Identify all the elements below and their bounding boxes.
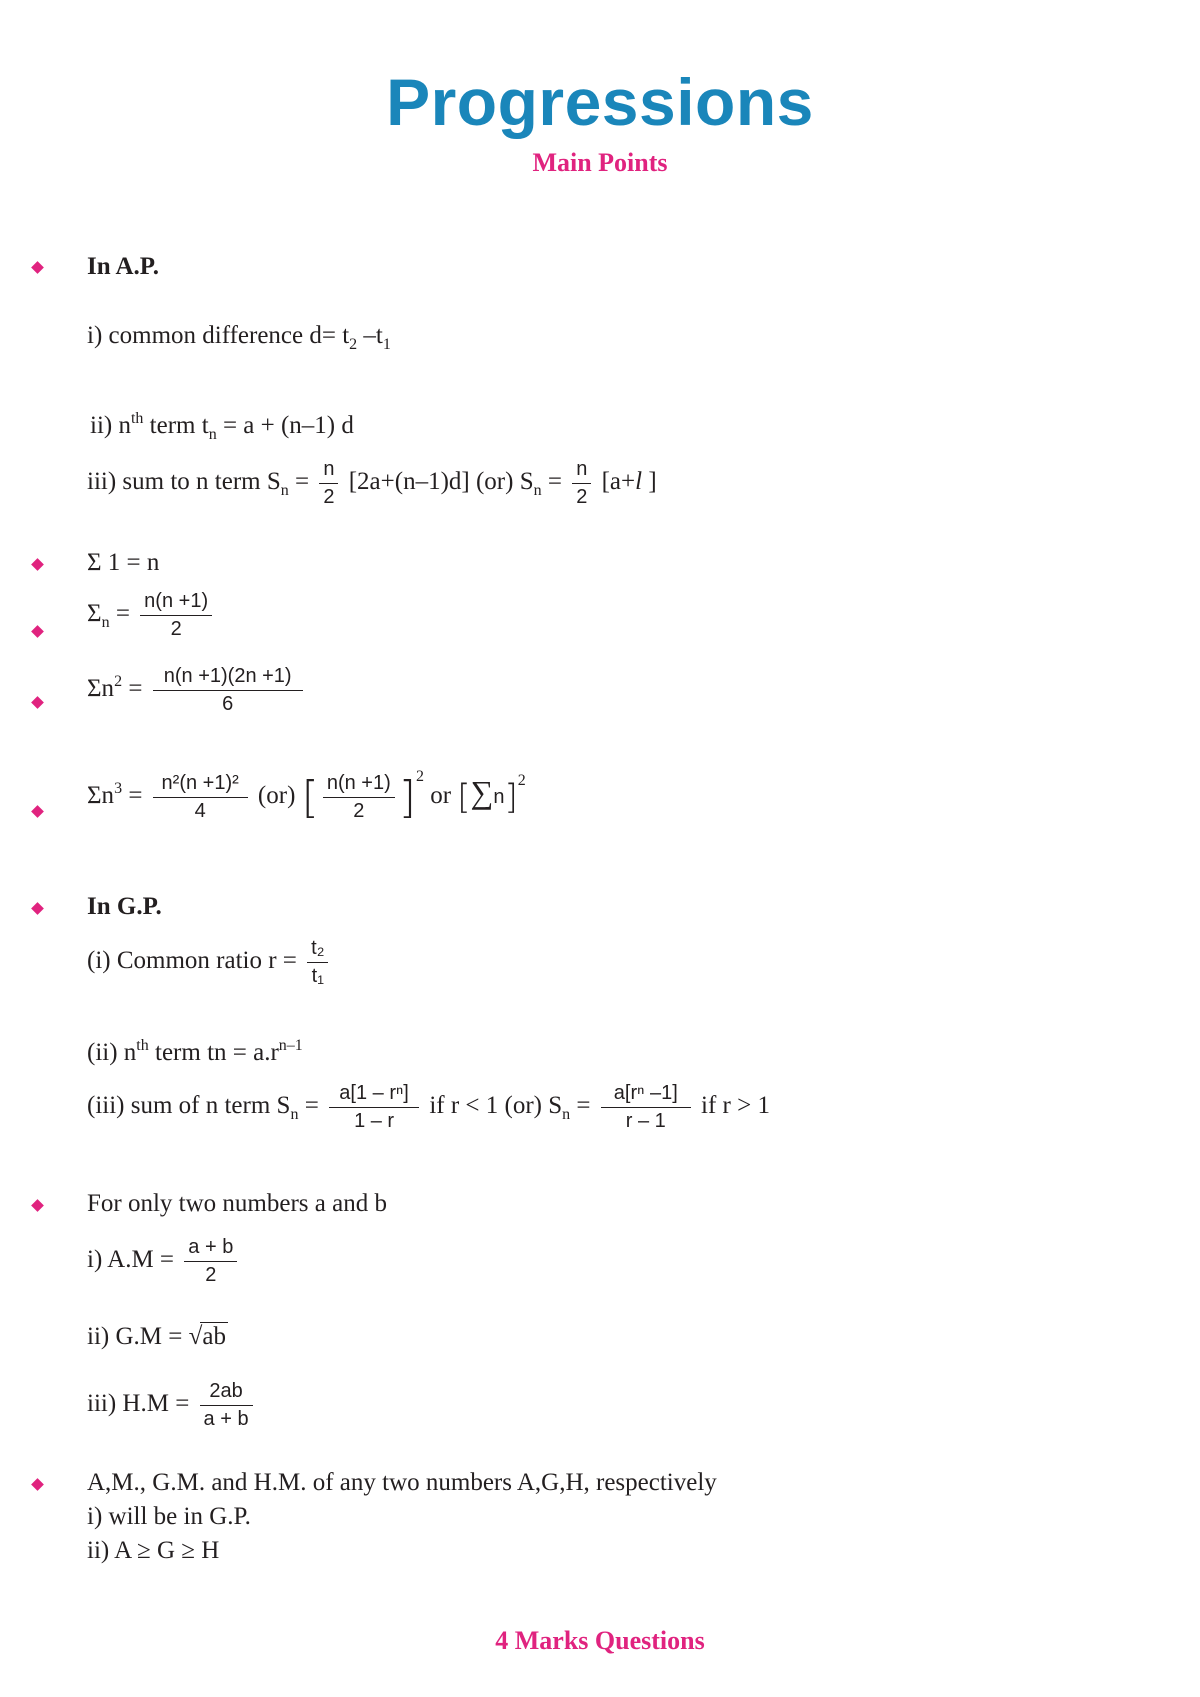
- bullet-diamond-icon: [31, 558, 44, 571]
- ap-common-difference: i) common difference $d= t_2$ $-t_1$: [87, 322, 391, 353]
- fraction: $\frac{n}{2}$: [319, 458, 338, 509]
- gp-common-ratio: (i) Common ratio r = $\frac{\text{t₂}}{\text{t₁}}$: [87, 937, 332, 988]
- fraction: $\frac{2ab}{a + b}$: [200, 1380, 253, 1431]
- fraction: $\frac{a + b}{2}$: [184, 1236, 237, 1287]
- sigma-n: $\Sigma_n$ = $\frac{n(n +1)}{2}$: [87, 590, 216, 641]
- page-title: Progressions: [386, 65, 814, 139]
- fraction: $\frac{n(n +1)(2n +1)}{6}$: [153, 665, 303, 716]
- agh-point-one: i) will be in G.P.: [87, 1503, 251, 1530]
- bullet-diamond-icon: [31, 625, 44, 638]
- fraction: $\frac{\text{n²(n +1)²}}{4}$: [153, 772, 248, 823]
- agh-statement: A,M., G.M. and H.M. of any two numbers A,G,H, respectively: [87, 1469, 717, 1496]
- fraction: $\frac{n(n +1)}{2}$: [140, 590, 212, 641]
- sigma-one: Σ 1 = n: [87, 549, 160, 576]
- fraction: $\frac{n(n +1)}{2}$: [323, 772, 395, 823]
- section-footer-heading: 4 Marks Questions: [495, 1626, 705, 1655]
- fraction: $\frac{\text{a[rⁿ –1]}}{r - 1}$: [601, 1082, 691, 1133]
- ap-nth-term: ii) $n^{th}$ term $t_n = a + (n-1)$ d: [90, 410, 354, 443]
- gp-heading: In G.P.: [87, 893, 162, 920]
- ap-heading: In A.P.: [87, 253, 160, 280]
- bullet-diamond-icon: [31, 805, 44, 818]
- square-root-icon: √: [188, 1323, 203, 1350]
- bullet-diamond-icon: [31, 1199, 44, 1212]
- harmonic-mean: iii) H.M = $\frac{2ab}{a + b}$: [87, 1380, 257, 1431]
- gp-sum-formula: (iii) sum of n term $S_n$ = $\frac{\text{a[1 – rⁿ]}}{1 - r}$ if r < 1 (or) $S_n$ = $\frac{\text{a[rⁿ –1]}}{r - 1}$ if r > 1: [87, 1082, 770, 1132]
- bullet-diamond-icon: [31, 261, 44, 274]
- fraction: $\frac{\text{t₂}}{\text{t₁}}$: [307, 937, 328, 988]
- page-subtitle: Main Points: [532, 148, 668, 177]
- gp-nth-term: (ii) $n^{th}$ term tn = $a.r^{n-1}$: [87, 1037, 303, 1066]
- fraction: $\frac{\text{a[1 – rⁿ]}}{1 - r}$: [329, 1082, 419, 1133]
- fraction: $\frac{n}{2}$: [572, 458, 591, 509]
- bullet-diamond-icon: [31, 696, 44, 709]
- bullet-diamond-icon: [31, 1478, 44, 1491]
- sigma-n-squared: $\Sigma n^2$ = $\frac{n(n +1)(2n +1)}{6}$: [87, 665, 307, 716]
- arithmetic-mean: i) A.M = $\frac{a + b}{2}$: [87, 1236, 241, 1287]
- sigma-n-cubed: $\Sigma n^3$ = $\frac{\text{n²(n +1)²}}{4}$ (or) [ $\frac{n(n +1)}{2}$ ]$^2$ or $[\sum n]^2$: [87, 768, 526, 823]
- bullet-diamond-icon: [31, 902, 44, 915]
- geometric-mean: ii) G.M = √ab: [87, 1323, 226, 1350]
- ap-sum-formula: iii) sum to n term $S_n$ = $\frac{n}{2}$ [2a+(n–1)d] (or) $S_n$ = $\frac{n}{2}$ [a+l ]: [87, 458, 657, 508]
- two-numbers-heading: For only two numbers a and b: [87, 1190, 387, 1217]
- agh-point-two: ii) A ≥ G ≥ H: [87, 1537, 220, 1564]
